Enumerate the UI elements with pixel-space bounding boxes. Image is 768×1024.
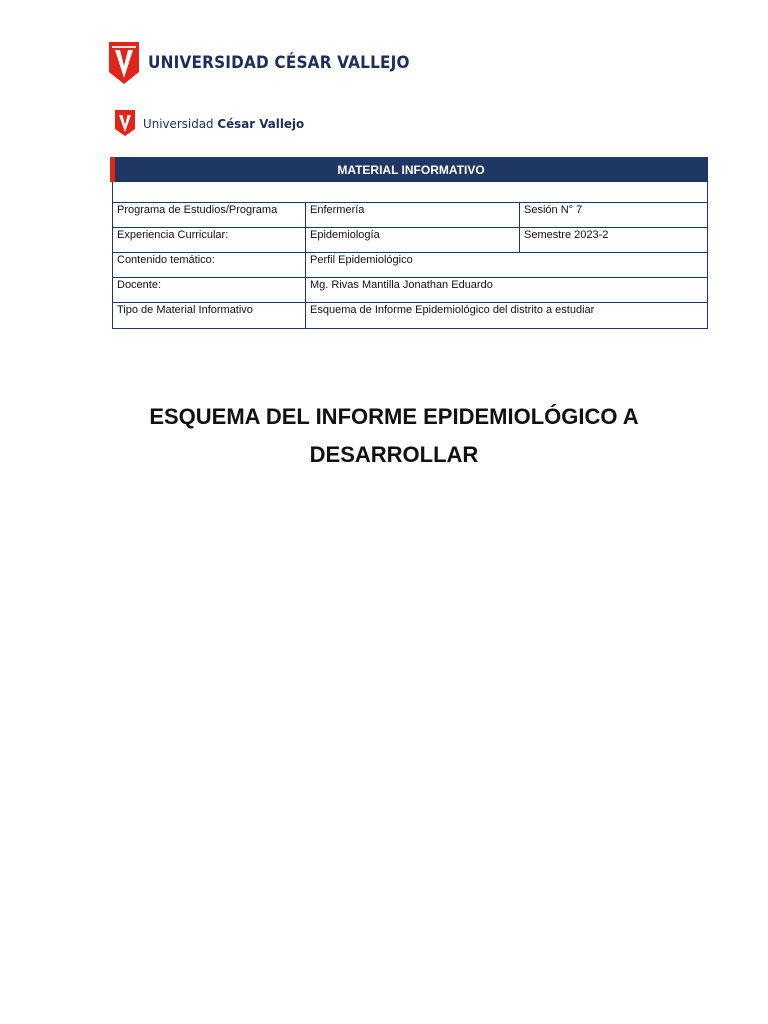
university-logo-small bbox=[115, 110, 313, 136]
table-spacer-row bbox=[113, 182, 708, 203]
table-row-contenido bbox=[113, 253, 708, 278]
university-name-regular: Universidad bbox=[143, 115, 218, 131]
university-crest-icon bbox=[109, 42, 139, 84]
material-info-table bbox=[110, 157, 708, 329]
value-sesion: Sesión N° 7 bbox=[520, 203, 708, 228]
value-experiencia: Epidemiología bbox=[306, 228, 520, 253]
table-row-programa bbox=[113, 203, 708, 228]
table-row-docente bbox=[113, 278, 708, 303]
value-semestre: Semestre 2023-2 bbox=[520, 228, 708, 253]
table-header: MATERIAL INFORMATIVO bbox=[113, 157, 708, 182]
table-row-tipo bbox=[113, 303, 708, 329]
label-experiencia: Experiencia Curricular: bbox=[113, 228, 306, 253]
label-tipo: Tipo de Material Informativo bbox=[113, 303, 306, 329]
university-crest-small-icon bbox=[115, 110, 135, 136]
university-name-small bbox=[143, 116, 304, 131]
table-row-experiencia bbox=[113, 228, 708, 253]
value-docente: Mg. Rivas Mantilla Jonathan Eduardo bbox=[306, 278, 708, 303]
label-contenido: Contenido temático: bbox=[113, 253, 306, 278]
value-programa: Enfermería bbox=[306, 203, 520, 228]
value-tipo: Esquema de Informe Epidemiológico del distrito a estudiar bbox=[306, 303, 708, 329]
university-logo-large bbox=[109, 42, 439, 84]
value-contenido: Perfil Epidemiológico bbox=[306, 253, 708, 278]
university-name: UNIVERSIDAD CÉSAR VALLEJO bbox=[148, 53, 410, 73]
document-title-line1: ESQUEMA DEL INFORME EPIDEMIOLÓGICO A bbox=[149, 404, 639, 429]
table-header-row bbox=[113, 157, 708, 182]
university-name-bold: César Vallejo bbox=[217, 115, 305, 131]
label-programa: Programa de Estudios/Programa bbox=[113, 203, 306, 228]
document-title bbox=[110, 398, 678, 474]
document-title-line2: DESARROLLAR bbox=[309, 442, 479, 467]
label-docente: Docente: bbox=[113, 278, 306, 303]
